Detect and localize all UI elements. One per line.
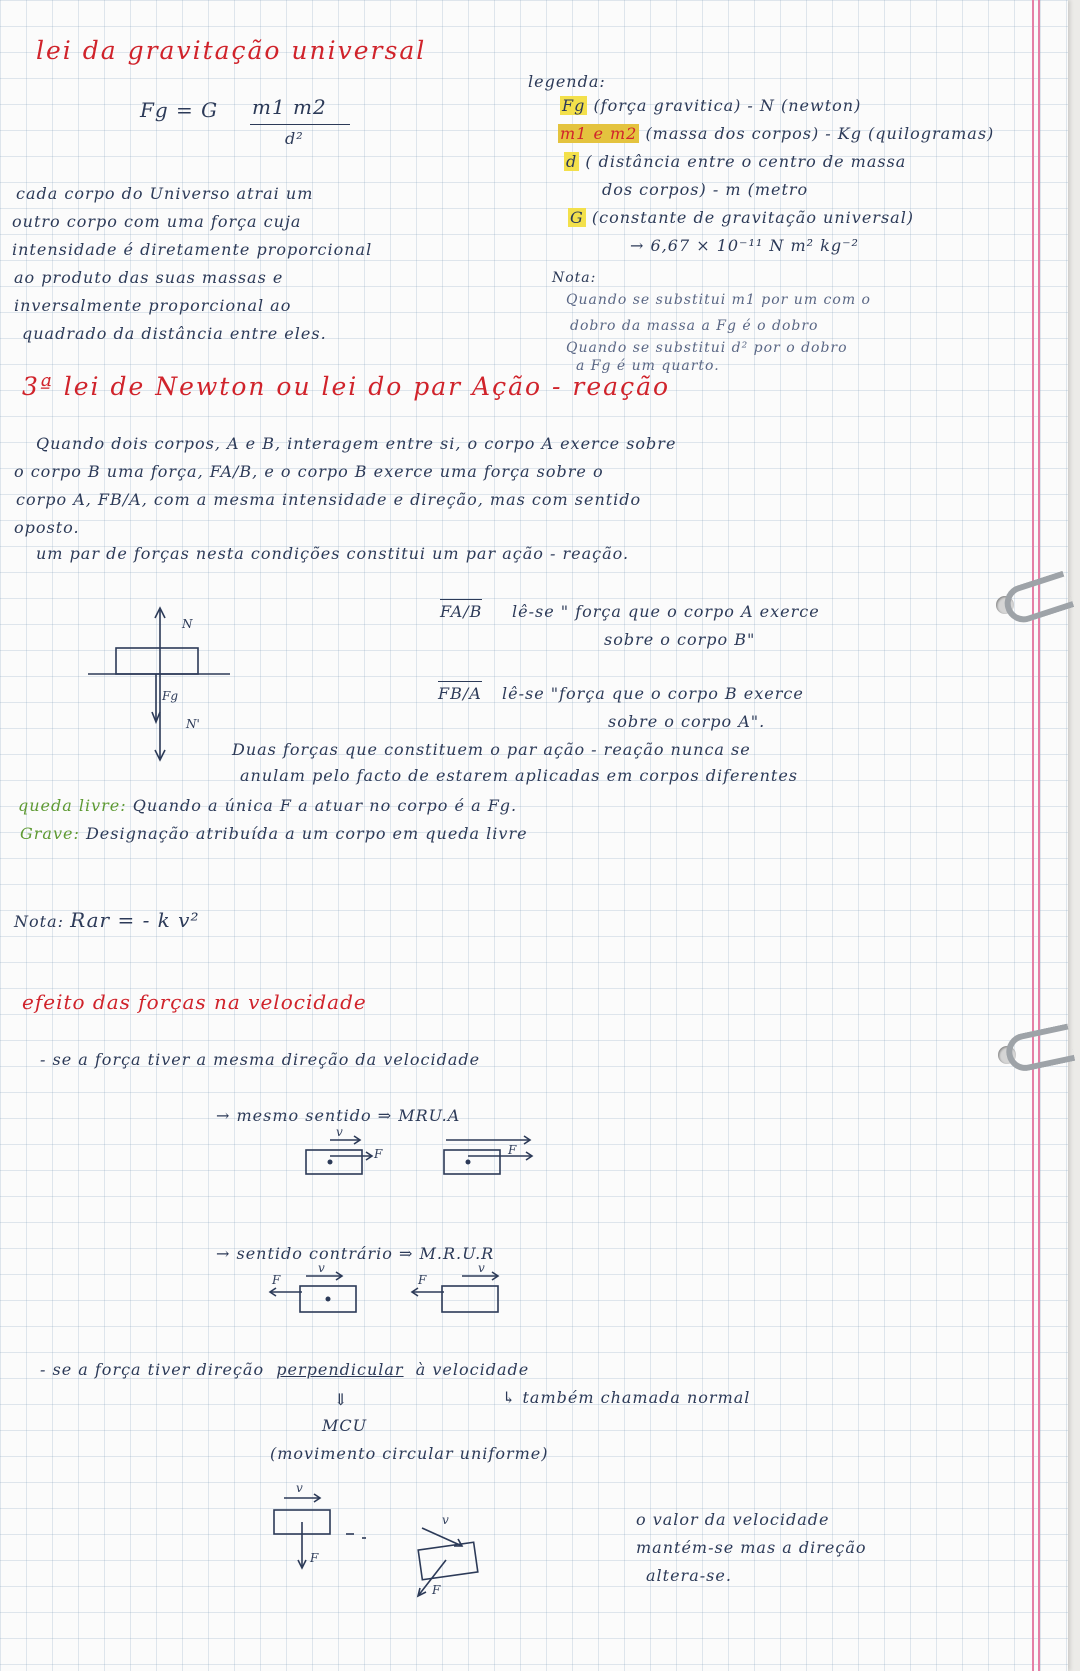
svg-text:F: F <box>418 1273 427 1287</box>
cancel-line-2: anulam pelo facto de estarem aplicadas em corpos diferentes <box>240 766 799 785</box>
conclusion-line-1: o valor da velocidade <box>636 1510 830 1529</box>
normal-note: ↳ também chamada normal <box>502 1388 751 1407</box>
fba-reading-2: sobre o corpo A". <box>608 712 766 731</box>
legend-key-d: d <box>566 152 578 171</box>
legend-g-value: → 6,67 × 10⁻¹¹ N m² kg⁻² <box>630 236 859 255</box>
grave-label: Grave: <box>20 824 80 843</box>
fraction-bar <box>250 124 350 125</box>
legend-text-d: ( distância entre o centro de massa <box>585 152 907 171</box>
legend-title: legenda: <box>528 72 606 91</box>
gravitation-line-5: inversalmente proporcional ao <box>14 296 292 315</box>
legend-text-masses: (massa dos corpos) - Kg (quilogramas) <box>645 124 995 143</box>
freefall-label: queda livre: <box>18 796 127 815</box>
air-note-formula: Rar = - k v² <box>70 908 200 932</box>
newton3-paragraph-1: Quando dois corpos, A e B, interagem entre si, o corpo A exerce sobre <box>36 434 677 453</box>
perpendicular-line-c: à velocidade <box>415 1360 530 1379</box>
svg-text:F: F <box>310 1551 319 1565</box>
margin-line-2 <box>1038 0 1040 1671</box>
normal-force-label: N <box>182 617 193 631</box>
formula-lhs: Fg = G <box>140 98 219 122</box>
legend-note-line-3: Quando se substitui d² por o dobro <box>566 340 848 356</box>
svg-text:v: v <box>296 1481 303 1495</box>
legend-key-g: G <box>570 208 584 227</box>
margin-line <box>1032 0 1034 1671</box>
newton3-paragraph-4: oposto. <box>14 518 80 537</box>
velocity-item-1: - se a força tiver a mesma direção da velocidade <box>40 1050 481 1069</box>
weight-force-label: Fg <box>162 689 179 703</box>
svg-text:v: v <box>442 1513 449 1527</box>
newton3-pair-line: um par de forças nesta condições constitui um par ação - reação. <box>36 544 630 563</box>
legend-text-g: (constante de gravitação universal) <box>591 208 915 227</box>
svg-text:F: F <box>432 1583 441 1597</box>
gravitation-title: lei da gravitação universal <box>36 36 427 65</box>
cancel-line-1: Duas forças que constituem o par ação - reação nunca se <box>232 740 751 759</box>
air-note-label: Nota: <box>14 912 64 931</box>
implies-arrow: ⇓ <box>334 1390 349 1409</box>
svg-text:v: v <box>336 1125 343 1139</box>
legend-note-line-1: Quando se substitui m1 por um com o <box>566 292 871 308</box>
conclusion-line-2: mantém-se mas a direção <box>636 1538 867 1557</box>
legend-key-fg: Fg <box>562 96 586 115</box>
legend-note-line-2: dobro da massa a Fg é o dobro <box>570 318 819 334</box>
fab-reading: lê-se " força que o corpo A exerce <box>512 602 820 621</box>
gravitation-line-1: cada corpo do Universo atrai um <box>16 184 314 203</box>
opposite-direction-diagram <box>262 1262 522 1322</box>
grave-text: Designação atribuída a um corpo em queda livre <box>85 824 528 843</box>
svg-text:v: v <box>318 1261 325 1275</box>
formula-numerator: m1 m2 <box>252 95 327 119</box>
newton3-title: 3ª lei de Newton ou lei do par Ação - reação <box>22 372 671 401</box>
legend-note-title: Nota: <box>552 270 597 286</box>
gravitation-line-3: intensidade é diretamente proporcional <box>12 240 373 259</box>
conclusion-line-3: altera-se. <box>646 1566 732 1585</box>
same-direction-line: → mesmo sentido ⇒ MRU.A <box>216 1106 461 1125</box>
legend-key-masses: m1 e m2 <box>560 124 638 143</box>
mcu-full: (movimento circular uniforme) <box>270 1444 549 1463</box>
same-direction-diagram <box>300 1125 550 1188</box>
mcu-label: MCU <box>322 1416 368 1435</box>
fba-symbol: FB/A <box>438 684 482 703</box>
gravitation-line-2: outro corpo com uma força cuja <box>12 212 302 231</box>
reaction-normal-label: N' <box>186 717 200 731</box>
perpendicular-line-a: - se a força tiver direção <box>40 1360 265 1379</box>
fba-reading: lê-se "força que o corpo B exerce <box>502 684 804 703</box>
formula-denominator: d² <box>285 129 304 148</box>
svg-text:F: F <box>508 1143 517 1157</box>
fab-reading-2: sobre o corpo B" <box>604 630 756 649</box>
newton3-paragraph-3: corpo A, FB/A, com a mesma intensidade e direção, mas com sentido <box>16 490 642 509</box>
opposite-direction-line: → sentido contrário ⇒ M.R.U.R <box>216 1244 495 1263</box>
newton3-paragraph-2: o corpo B uma força, FA/B, e o corpo B exerce uma força sobre o <box>14 462 604 481</box>
gravitation-line-4: ao produto das suas massas e <box>14 268 284 287</box>
svg-text:F: F <box>272 1273 281 1287</box>
legend-text-d2: dos corpos) - m (metro <box>602 180 809 199</box>
fab-symbol: FA/B <box>440 602 483 621</box>
legend-note-line-4: a Fg é um quarto. <box>576 358 720 374</box>
gravitation-line-6: quadrado da distância entre eles. <box>22 324 327 343</box>
legend-text-fg: (força gravitica) - N (newton) <box>593 96 862 115</box>
perpendicular-diagram <box>262 1481 492 1604</box>
action-reaction-diagram <box>80 600 250 770</box>
freefall-text: Quando a única F a atuar no corpo é a Fg. <box>132 796 518 815</box>
svg-text:v: v <box>478 1261 485 1275</box>
svg-text:F: F <box>374 1147 383 1161</box>
perpendicular-word: perpendicular <box>276 1360 404 1379</box>
velocity-title: efeito das forças na velocidade <box>22 990 367 1014</box>
